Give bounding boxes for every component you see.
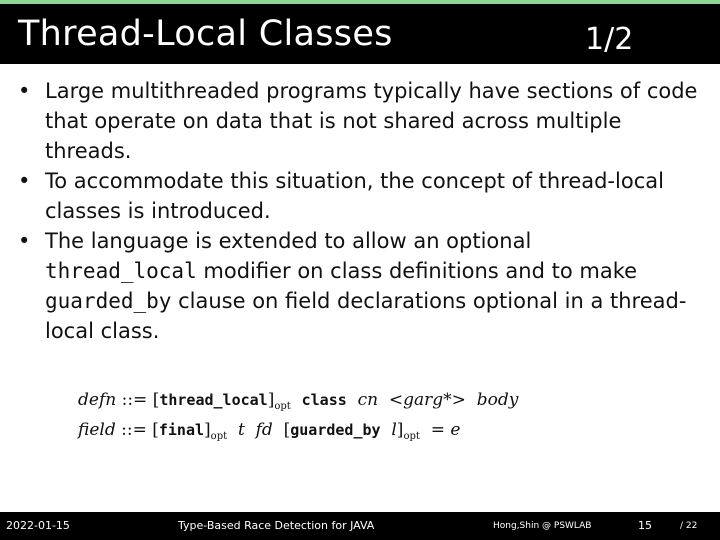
grammar-term: t — [237, 420, 245, 440]
grammar-term: <garg*> — [388, 390, 466, 410]
code-guarded-by: guarded_by — [45, 289, 172, 313]
grammar-keyword: thread_local — [159, 391, 268, 409]
footer-author: Hong,Shin @ PSWLAB — [493, 521, 592, 531]
footer-page-number: 15 — [638, 519, 652, 532]
grammar-rule-defn — [78, 386, 698, 416]
bullet-dot: • — [18, 229, 31, 253]
grammar-term: = e — [430, 420, 461, 440]
bullet-text-post: clause on field declarations optional in a thread-local class. — [45, 289, 687, 343]
footer-bar — [0, 512, 720, 540]
grammar-term: cn — [357, 390, 379, 410]
grammar-bracket: ] — [267, 390, 275, 410]
footer-title: Type-Based Race Detection for JAVA — [178, 519, 375, 532]
code-thread-local: thread_local — [45, 259, 197, 283]
bullet-dot: • — [18, 79, 31, 103]
slide-part-indicator: 1/2 — [585, 22, 634, 57]
bullet-item — [18, 76, 708, 166]
bullet-text: To accommodate this situation, the concept of thread-local classes is introduced. — [45, 169, 664, 223]
grammar-keyword: final — [158, 421, 205, 439]
bullet-item — [18, 166, 708, 226]
footer-page-total: / 22 — [680, 521, 698, 531]
title-bar — [0, 4, 720, 64]
bullet-dot: • — [18, 169, 31, 193]
bullet-text-pre: The language is extended to allow an optional — [45, 229, 532, 253]
slide-title: Thread-Local Classes — [18, 14, 393, 54]
grammar-opt: opt — [403, 431, 420, 442]
grammar-assign: ::= — [116, 390, 153, 410]
grammar-term: fd — [255, 420, 273, 440]
bullet-item — [18, 226, 708, 346]
grammar-keyword: class — [301, 391, 347, 409]
grammar-rule-field — [78, 416, 698, 446]
grammar-term: l — [391, 420, 397, 440]
grammar-lhs: field — [78, 420, 116, 440]
grammar-opt: opt — [274, 401, 291, 412]
grammar-opt: opt — [210, 431, 228, 442]
grammar-lhs: defn — [78, 390, 117, 410]
grammar-bracket: [ — [152, 420, 159, 440]
bullet-text: Large multithreaded programs typically have sections of code that operate on data that is not shared across multiple threads. — [45, 79, 698, 163]
footer-date: 2022-01-15 — [6, 519, 70, 532]
grammar-bracket: ] — [396, 420, 404, 440]
grammar-bracket: ] — [204, 420, 211, 440]
grammar-bracket: [ — [283, 420, 291, 440]
bullet-list — [18, 76, 708, 346]
grammar-keyword: guarded_by — [290, 421, 381, 439]
grammar-bracket: [ — [152, 390, 160, 410]
grammar-block — [78, 386, 698, 446]
grammar-term: body — [476, 390, 519, 410]
grammar-assign: ::= — [115, 420, 153, 440]
bullet-text-mid: modifier on class definitions and to make — [196, 259, 638, 283]
